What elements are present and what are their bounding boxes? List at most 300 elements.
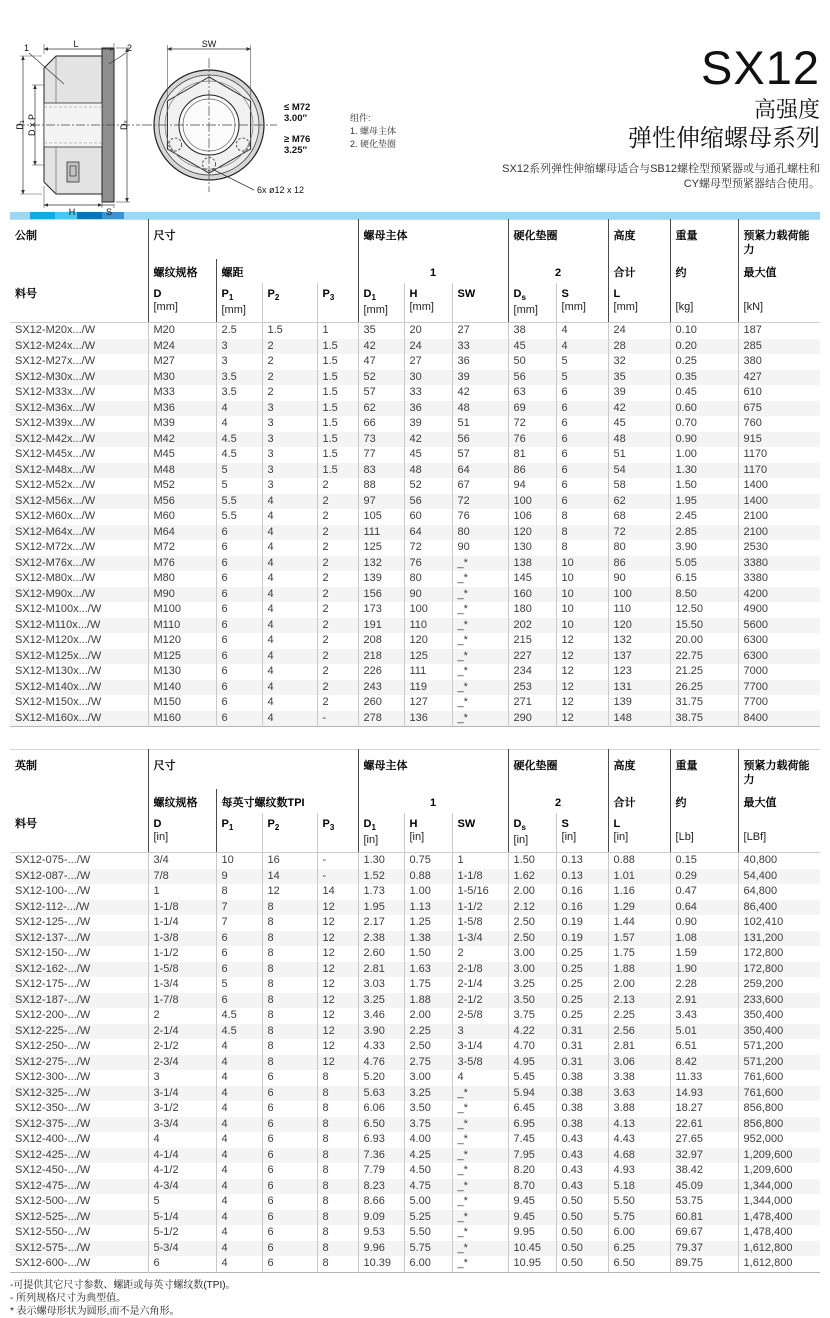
table-cell: 9.45	[508, 1194, 556, 1210]
table-cell: 4	[262, 587, 317, 603]
preload-max-label: 最大值	[738, 789, 820, 813]
table-cell: 5	[556, 354, 608, 370]
table-cell: 60.81	[670, 1210, 738, 1226]
table-cell: 1-1/8	[452, 869, 508, 885]
table-cell: 3	[262, 401, 317, 417]
table-cell: 1.25	[404, 915, 452, 931]
table-cell: 6	[556, 494, 608, 510]
table-cell: 1,612,800	[738, 1256, 820, 1272]
table-cell: SX12-550-.../W	[15, 1226, 91, 1239]
table-cell: 6	[216, 587, 262, 603]
table-cell: 3.00	[508, 946, 556, 962]
table-cell: 6	[216, 571, 262, 587]
table-cell: 234	[508, 664, 556, 680]
table-cell: _*	[452, 1241, 508, 1257]
table-cell: 0.75	[404, 853, 452, 869]
table-cell: SX12-M76x.../W	[15, 556, 96, 569]
table-cell: 4	[262, 540, 317, 556]
table-cell: 48	[608, 432, 670, 448]
table-cell: 8	[262, 977, 317, 993]
table-cell: 67	[452, 478, 508, 494]
table-cell: 38	[508, 323, 556, 339]
table-cell: 1-3/4	[452, 931, 508, 947]
footnote-round-shape: * 表示螺母形状为圆形,而不是六角形。	[10, 1305, 180, 1317]
table-row	[10, 509, 820, 525]
table-cell: 10	[556, 571, 608, 587]
table-cell: _*	[452, 633, 508, 649]
table-cell: M36	[148, 401, 216, 417]
column-header: $P_2$	[262, 283, 317, 323]
group-nut-body: 螺母主体	[358, 220, 508, 260]
table-cell: 131,200	[738, 931, 820, 947]
imperial-table-body	[10, 853, 820, 1273]
table-cell: 1-5/8	[148, 962, 216, 978]
table-cell: _*	[452, 602, 508, 618]
table-cell: 20.00	[670, 633, 738, 649]
table-cell: 51	[452, 416, 508, 432]
table-cell: 5.00	[404, 1194, 452, 1210]
table-cell: 2	[317, 664, 358, 680]
table-cell: 5.20	[358, 1070, 404, 1086]
table-cell: 4.93	[608, 1163, 670, 1179]
nut-body-number: 1	[358, 259, 508, 283]
table-cell: 6.93	[358, 1132, 404, 1148]
column-header: SW	[452, 283, 508, 323]
table-cell: SX12-350-.../W	[15, 1102, 91, 1115]
table-cell: 0.31	[556, 1055, 608, 1071]
table-cell: 123	[608, 664, 670, 680]
table-cell: -	[317, 711, 358, 727]
table-cell: 6	[262, 1210, 317, 1226]
table-cell: 3/4	[148, 853, 216, 869]
metric-table-head	[10, 220, 820, 323]
table-cell: 2	[317, 649, 358, 665]
table-row	[10, 1241, 820, 1257]
table-cell: 32.97	[670, 1148, 738, 1164]
table-cell: M90	[148, 587, 216, 603]
table-cell: _*	[452, 1132, 508, 1148]
table-cell: 10	[556, 602, 608, 618]
table-cell: 1.75	[608, 946, 670, 962]
group-washer: 硬化垫圈	[508, 750, 608, 790]
table-cell: 1.5	[317, 401, 358, 417]
table-cell: 7.45	[508, 1132, 556, 1148]
table-row	[10, 931, 820, 947]
table-cell: 7.95	[508, 1148, 556, 1164]
table-cell: 4-3/4	[148, 1179, 216, 1195]
table-cell: 215	[508, 633, 556, 649]
column-header: L [mm]	[608, 283, 670, 323]
table-cell: 0.20	[670, 339, 738, 355]
table-cell: _*	[452, 618, 508, 634]
table-cell: 130	[508, 540, 556, 556]
table-cell: 350,400	[738, 1008, 820, 1024]
table-cell: 8	[317, 1117, 358, 1133]
table-cell: 80	[608, 540, 670, 556]
table-cell: 8	[317, 1241, 358, 1257]
imperial-table-head	[10, 750, 820, 853]
table-cell: 2-1/4	[148, 1024, 216, 1040]
table-cell: 12	[317, 900, 358, 916]
table-cell: 89.75	[670, 1256, 738, 1272]
table-cell: SX12-250-.../W	[15, 1040, 91, 1053]
table-cell: 8	[262, 1008, 317, 1024]
table-cell: 285	[738, 339, 820, 355]
table-cell: SX12-M130x.../W	[15, 665, 102, 678]
table-cell: 145	[508, 571, 556, 587]
table-cell: SX12-M33x.../W	[15, 386, 96, 399]
table-cell: 76	[508, 432, 556, 448]
table-cell: 12	[317, 993, 358, 1009]
table-cell: 6	[262, 1256, 317, 1272]
page-title: SX12	[701, 41, 820, 94]
table-cell: 4	[262, 680, 317, 696]
table-row	[10, 463, 820, 479]
table-cell: 1.57	[608, 931, 670, 947]
table-cell: 5.5	[216, 509, 262, 525]
table-cell: 6	[262, 1101, 317, 1117]
column-header: SW	[452, 813, 508, 853]
table-cell: SX12-150-.../W	[15, 947, 91, 960]
table-row	[10, 602, 820, 618]
table-cell: 1.29	[608, 900, 670, 916]
dim-label-d1: D₁	[15, 120, 25, 130]
table-cell: 6300	[738, 633, 820, 649]
table-cell: 5.94	[508, 1086, 556, 1102]
table-cell: 76	[452, 509, 508, 525]
table-cell: SX12-M100x.../W	[15, 603, 102, 616]
table-cell: 4.50	[404, 1163, 452, 1179]
table-cell: 1.5	[317, 416, 358, 432]
pitch-label: 螺距	[216, 259, 358, 283]
table-cell: 26.25	[670, 680, 738, 696]
table-row	[10, 1163, 820, 1179]
table-row	[10, 869, 820, 885]
metric-table	[10, 219, 820, 727]
table-cell: SX12-450-.../W	[15, 1164, 91, 1177]
table-cell: 0.25	[556, 993, 608, 1009]
table-cell: 227	[508, 649, 556, 665]
table-row	[10, 432, 820, 448]
table-cell: 7	[216, 915, 262, 931]
table-cell: 0.13	[556, 853, 608, 869]
table-cell: 6	[556, 478, 608, 494]
table-cell: SX12-M45x.../W	[15, 448, 96, 461]
title-block	[502, 41, 820, 192]
part-callout-1: 1	[24, 43, 30, 53]
table-cell: 8	[317, 1179, 358, 1195]
column-header: L [in]	[608, 813, 670, 853]
table-cell: 1.59	[670, 946, 738, 962]
table-cell: 4	[216, 1086, 262, 1102]
table-cell: 54,400	[738, 869, 820, 885]
table-cell: 2	[317, 509, 358, 525]
table-cell: 156	[358, 587, 404, 603]
table-cell: 2.45	[670, 509, 738, 525]
table-cell: 6.06	[358, 1101, 404, 1117]
table-cell: 6.00	[404, 1256, 452, 1272]
table-cell: 1.16	[608, 884, 670, 900]
table-cell: 6	[216, 993, 262, 1009]
table-cell: 125	[404, 649, 452, 665]
weight-approx-label: 约	[670, 789, 738, 813]
table-cell: 4	[216, 1117, 262, 1133]
table-cell: M27	[148, 354, 216, 370]
table-cell: 6	[216, 602, 262, 618]
table-cell: 72	[452, 494, 508, 510]
table-cell: 22.61	[670, 1117, 738, 1133]
table-cell: 2.50	[508, 915, 556, 931]
table-row	[10, 401, 820, 417]
table-cell: 6	[262, 1194, 317, 1210]
washer-number: 2	[508, 789, 608, 813]
table-cell: SX12-137-.../W	[15, 931, 91, 944]
table-cell: _*	[452, 587, 508, 603]
table-cell: 62	[608, 494, 670, 510]
table-row	[10, 946, 820, 962]
weight-approx-label: 约	[670, 259, 738, 283]
table-cell: 22.75	[670, 649, 738, 665]
table-cell: _*	[452, 664, 508, 680]
table-row	[10, 618, 820, 634]
dim-label-ds: Dₛ	[119, 120, 129, 130]
table-cell: 3.75	[404, 1117, 452, 1133]
table-cell: 6	[262, 1179, 317, 1195]
table-cell: 47	[358, 354, 404, 370]
table-cell: 4	[216, 1070, 262, 1086]
table-cell: 1.44	[608, 915, 670, 931]
table-cell: 0.25	[556, 946, 608, 962]
table-cell: 4	[262, 602, 317, 618]
group-header-row	[10, 220, 820, 260]
table-cell: 4	[216, 1132, 262, 1148]
table-cell: _*	[452, 1210, 508, 1226]
table-cell: 8.20	[508, 1163, 556, 1179]
group-washer: 硬化垫圈	[508, 220, 608, 260]
column-header-row	[10, 283, 820, 323]
table-cell: 105	[358, 509, 404, 525]
table-cell: 57	[452, 447, 508, 463]
table-cell: 1.00	[670, 447, 738, 463]
table-cell: _*	[452, 711, 508, 727]
table-cell: 260	[358, 695, 404, 711]
table-cell: 6	[216, 525, 262, 541]
imperial-table	[10, 749, 820, 1273]
table-cell: _*	[452, 1256, 508, 1272]
table-cell: M76	[148, 556, 216, 572]
table-cell: 0.90	[670, 432, 738, 448]
table-cell: M140	[148, 680, 216, 696]
table-cell: 3.75	[508, 1008, 556, 1024]
table-cell: 233,600	[738, 993, 820, 1009]
table-cell: 1-5/8	[452, 915, 508, 931]
table-cell: 8	[317, 1256, 358, 1272]
table-cell: 2	[317, 556, 358, 572]
table-cell: 2.12	[508, 900, 556, 916]
table-gap	[0, 727, 830, 749]
table-cell: 2	[317, 525, 358, 541]
table-cell: 0.43	[556, 1148, 608, 1164]
legend-item-nut-body: 1. 螺母主体	[350, 126, 397, 136]
table-cell: 1	[148, 884, 216, 900]
table-cell: 2	[317, 587, 358, 603]
table-cell: 0.35	[670, 370, 738, 386]
table-cell: SX12-M160x.../W	[15, 711, 102, 724]
table-cell: 1-7/8	[148, 993, 216, 1009]
table-cell: 7.79	[358, 1163, 404, 1179]
table-cell: 4.75	[404, 1179, 452, 1195]
table-cell: 1400	[738, 494, 820, 510]
table-cell: 2	[317, 478, 358, 494]
group-preload: 预紧力载荷能力	[738, 220, 820, 260]
table-cell: 4.5	[216, 432, 262, 448]
table-cell: 1-1/8	[148, 900, 216, 916]
table-cell: 8	[317, 1225, 358, 1241]
table-cell: 64	[452, 463, 508, 479]
table-cell: 3.88	[608, 1101, 670, 1117]
table-cell: 86	[508, 463, 556, 479]
table-cell: 3.25	[404, 1086, 452, 1102]
table-cell: 2100	[738, 509, 820, 525]
table-cell: 2.5	[216, 323, 262, 339]
column-header: H [mm]	[404, 283, 452, 323]
table-cell: 0.25	[670, 354, 738, 370]
series-description-line1: SX12系列弹性伸缩螺母适合与SB12螺栓型预紧器或与通孔螺柱和	[502, 163, 820, 175]
table-cell: 8	[556, 509, 608, 525]
table-cell: 12	[317, 946, 358, 962]
table-cell: 8.42	[670, 1055, 738, 1071]
group-nut-body: 螺母主体	[358, 750, 508, 790]
table-cell: 6	[262, 1241, 317, 1257]
table-cell: 100	[608, 587, 670, 603]
table-cell: 36	[452, 354, 508, 370]
table-cell: 427	[738, 370, 820, 386]
table-cell: 12	[556, 664, 608, 680]
table-cell: 120	[404, 633, 452, 649]
table-cell: 4	[452, 1070, 508, 1086]
table-cell: 2	[262, 385, 317, 401]
table-cell: SX12-575-.../W	[15, 1241, 91, 1254]
table-cell: SX12-175-.../W	[15, 978, 91, 991]
table-cell: 50	[508, 354, 556, 370]
table-cell: M150	[148, 695, 216, 711]
table-cell: 14	[262, 869, 317, 885]
table-cell: 40,800	[738, 853, 820, 869]
table-cell: 0.43	[556, 1132, 608, 1148]
legend-item-washer: 2. 硬化垫圈	[350, 139, 397, 149]
table-cell: 3380	[738, 556, 820, 572]
table-cell: 2	[317, 633, 358, 649]
table-cell: 4.68	[608, 1148, 670, 1164]
table-cell: 2.13	[608, 993, 670, 1009]
table-cell: 5.50	[608, 1194, 670, 1210]
table-cell: 3.46	[358, 1008, 404, 1024]
table-cell: 1.00	[404, 884, 452, 900]
table-cell: SX12-M120x.../W	[15, 634, 102, 647]
table-cell: 63	[508, 385, 556, 401]
table-cell: 6.51	[670, 1039, 738, 1055]
table-cell: 0.90	[670, 915, 738, 931]
table-cell: 32	[608, 354, 670, 370]
table-cell: SX12-100-.../W	[15, 885, 91, 898]
table-cell: 0.31	[556, 1039, 608, 1055]
table-cell: 9.96	[358, 1241, 404, 1257]
table-cell: 8	[556, 540, 608, 556]
table-cell: 2.25	[404, 1024, 452, 1040]
table-cell: 36	[404, 401, 452, 417]
table-cell: 0.15	[670, 853, 738, 869]
table-cell: 6	[216, 540, 262, 556]
table-cell: 2	[317, 494, 358, 510]
table-cell: 4.00	[404, 1132, 452, 1148]
table-cell: 3-1/4	[452, 1039, 508, 1055]
table-cell: M72	[148, 540, 216, 556]
table-cell: SX12-087-.../W	[15, 869, 91, 882]
table-cell: 12	[556, 680, 608, 696]
group-header-row	[10, 750, 820, 790]
table-cell: 2-1/2	[148, 1039, 216, 1055]
table-cell: SX12-M39x.../W	[15, 417, 96, 430]
table-cell: SX12-600-.../W	[15, 1257, 91, 1270]
table-cell: 0.38	[556, 1086, 608, 1102]
table-cell: 1-1/4	[148, 915, 216, 931]
table-cell: 54	[608, 463, 670, 479]
table-row	[10, 977, 820, 993]
table-cell: 0.64	[670, 900, 738, 916]
table-cell: 10.39	[358, 1256, 404, 1272]
table-cell: 8	[317, 1070, 358, 1086]
empty-header-cell	[10, 789, 148, 813]
table-cell: 0.43	[556, 1163, 608, 1179]
technical-drawing	[14, 40, 474, 218]
table-cell: 1.75	[404, 977, 452, 993]
table-cell: 0.16	[556, 884, 608, 900]
table-cell: 3.43	[670, 1008, 738, 1024]
table-cell: M120	[148, 633, 216, 649]
table-cell: 6.95	[508, 1117, 556, 1133]
table-cell: 76	[404, 556, 452, 572]
table-cell: 1.5	[317, 370, 358, 386]
table-cell: 4200	[738, 587, 820, 603]
table-cell: 4	[262, 649, 317, 665]
footnotes	[10, 1279, 830, 1318]
table-cell: SX12-M56x.../W	[15, 494, 96, 507]
table-cell: M64	[148, 525, 216, 541]
table-cell: 2.81	[358, 962, 404, 978]
table-cell: 27	[452, 323, 508, 339]
table-cell: 4	[216, 1163, 262, 1179]
table-cell: 12	[317, 1024, 358, 1040]
table-cell: 64	[404, 525, 452, 541]
table-cell: 1.38	[404, 931, 452, 947]
table-cell: 173	[358, 602, 404, 618]
table-cell: 1.30	[358, 853, 404, 869]
table-cell: 4	[216, 1256, 262, 1272]
table-cell: 7	[216, 900, 262, 916]
table-cell: 3.5	[216, 370, 262, 386]
table-cell: 5600	[738, 618, 820, 634]
table-cell: 3.50	[404, 1101, 452, 1117]
table-cell: 1.13	[404, 900, 452, 916]
column-header: [Lb]	[670, 813, 738, 853]
table-cell: 10	[556, 587, 608, 603]
column-header: S [mm]	[556, 283, 608, 323]
table-cell: 56	[508, 370, 556, 386]
table-row	[10, 1086, 820, 1102]
table-cell: 0.70	[670, 416, 738, 432]
dim-label-s: S	[105, 207, 113, 217]
table-row	[10, 1008, 820, 1024]
